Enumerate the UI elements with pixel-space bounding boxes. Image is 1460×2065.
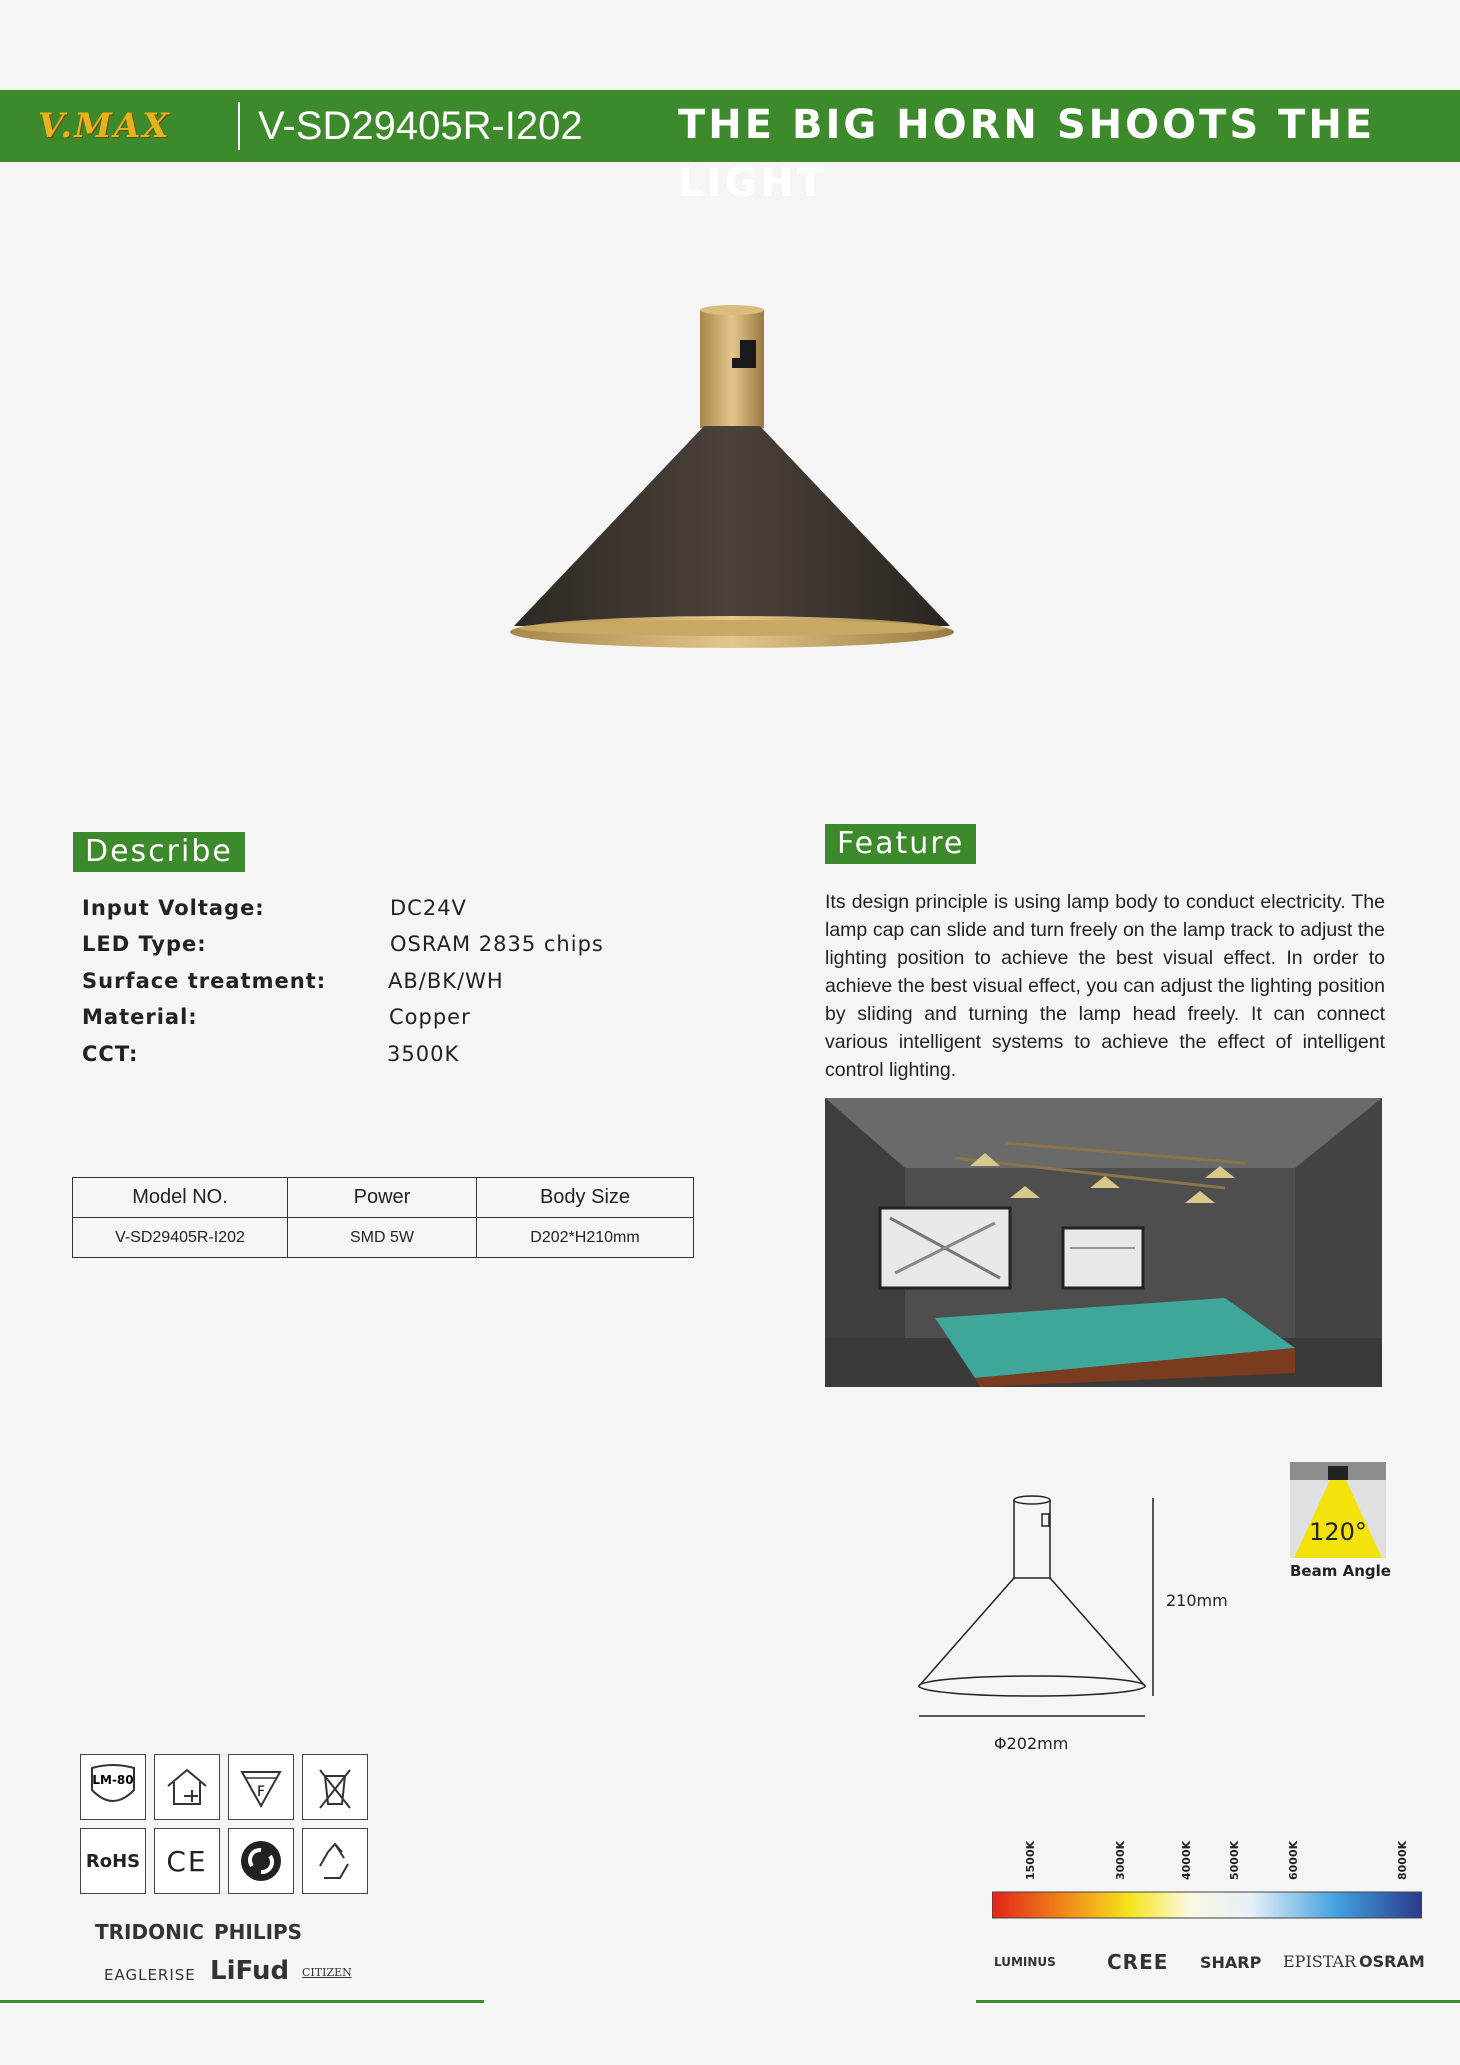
footer-line-right bbox=[976, 2000, 1460, 2003]
product-lamp-image bbox=[500, 300, 970, 660]
brand-tridonic: TRIDONIC bbox=[95, 1920, 204, 1944]
vmax-logo bbox=[38, 98, 171, 154]
spec-value-cct: 3500K bbox=[387, 1042, 460, 1066]
table-cell-model: V-SD29405R-I202 bbox=[73, 1218, 288, 1258]
lm80-text: LM-80 bbox=[92, 1773, 134, 1787]
weee-bin-icon bbox=[302, 1754, 368, 1820]
feature-description: Its design principle is using lamp body to conduct electricity. The lamp cap can slide and turn freely on the lamp track to adjust the lighting position to achieve the best visual effect. In order to achieve the best visual effect, you can adjust the lighting position by sliding and turning the lamp head freely. It can connect various intelligent systems to achieve the effect of intelligent control lighting. bbox=[825, 891, 1385, 1081]
spec-value-material: Copper bbox=[389, 1005, 471, 1029]
cct-color-bar bbox=[992, 1890, 1422, 1920]
brand-citizen: CITIZEN bbox=[302, 1966, 352, 1979]
lamp-shade bbox=[514, 426, 950, 626]
diameter-dimension: Φ202mm bbox=[994, 1734, 1069, 1753]
model-title: V-SD29405R-I202 bbox=[258, 104, 583, 148]
cct-label-6000: 6000K bbox=[1287, 1840, 1300, 1880]
spec-key-material: Material: bbox=[82, 1005, 198, 1029]
scene-image-billiard-room bbox=[825, 1098, 1382, 1387]
table-header-model: Model NO. bbox=[73, 1178, 288, 1218]
brand-philips: PHILIPS bbox=[214, 1920, 303, 1944]
cct-label-5000: 5000K bbox=[1228, 1840, 1241, 1880]
lm80-icon bbox=[80, 1754, 146, 1820]
spec-key-led-type: LED Type: bbox=[82, 932, 207, 956]
f-mark-icon bbox=[228, 1754, 294, 1820]
logo-text: V.MAX bbox=[38, 106, 171, 146]
green-dot-icon bbox=[228, 1828, 294, 1894]
describe-label: Describe bbox=[73, 832, 245, 872]
table-header-row bbox=[73, 1178, 694, 1218]
cct-label-1500: 1500K bbox=[1024, 1840, 1037, 1880]
footer-line-left bbox=[0, 2000, 484, 2003]
feature-label: Feature bbox=[825, 824, 976, 864]
dimension-drawing bbox=[915, 1490, 1155, 1730]
brand-cree: CREE bbox=[1107, 1950, 1169, 1974]
brand-osram: OSRAM bbox=[1359, 1952, 1425, 1971]
brand-eaglerise: EAGLERISE bbox=[104, 1966, 196, 1984]
brand-luminus: LUMINUS bbox=[994, 1955, 1056, 1969]
spec-key-surface: Surface treatment: bbox=[82, 969, 327, 993]
rohs-icon: RoHS bbox=[80, 1828, 146, 1894]
table-header-power: Power bbox=[288, 1178, 477, 1218]
spec-key-input-voltage: Input Voltage: bbox=[82, 896, 265, 920]
header-bar bbox=[0, 90, 1460, 206]
indoor-use-icon bbox=[154, 1754, 220, 1820]
table-cell-power: SMD 5W bbox=[288, 1218, 477, 1258]
cct-label-3000: 3000K bbox=[1114, 1840, 1127, 1880]
beam-angle-value: 120° bbox=[1309, 1518, 1367, 1546]
spec-table bbox=[72, 1177, 694, 1258]
f-mark-text: F bbox=[256, 1784, 266, 1800]
brand-sharp: SHARP bbox=[1200, 1953, 1262, 1972]
brand-epistar: EPISTAR bbox=[1283, 1952, 1357, 1971]
cct-label-8000: 8000K bbox=[1396, 1840, 1409, 1880]
brand-lifud: LiFud bbox=[210, 1956, 290, 1986]
spec-value-surface: AB/BK/WH bbox=[388, 969, 504, 993]
recycle-icon bbox=[302, 1828, 368, 1894]
spec-value-input-voltage: DC24V bbox=[390, 896, 467, 920]
header-divider bbox=[238, 102, 240, 150]
lamp-stem bbox=[700, 310, 764, 428]
ce-icon: CE bbox=[154, 1828, 220, 1894]
table-cell-size: D202*H210mm bbox=[477, 1218, 694, 1258]
slogan: THE BIG HORN SHOOTS THE LIGHT bbox=[678, 102, 1376, 206]
table-header-size: Body Size bbox=[477, 1178, 694, 1218]
table-row bbox=[73, 1218, 694, 1258]
spec-value-led-type: OSRAM 2835 chips bbox=[390, 932, 604, 956]
height-dimension: 210mm bbox=[1166, 1591, 1228, 1610]
cct-label-4000: 4000K bbox=[1180, 1840, 1193, 1880]
beam-angle-label: Beam Angle bbox=[1290, 1562, 1391, 1580]
spec-key-cct: CCT: bbox=[82, 1042, 139, 1066]
